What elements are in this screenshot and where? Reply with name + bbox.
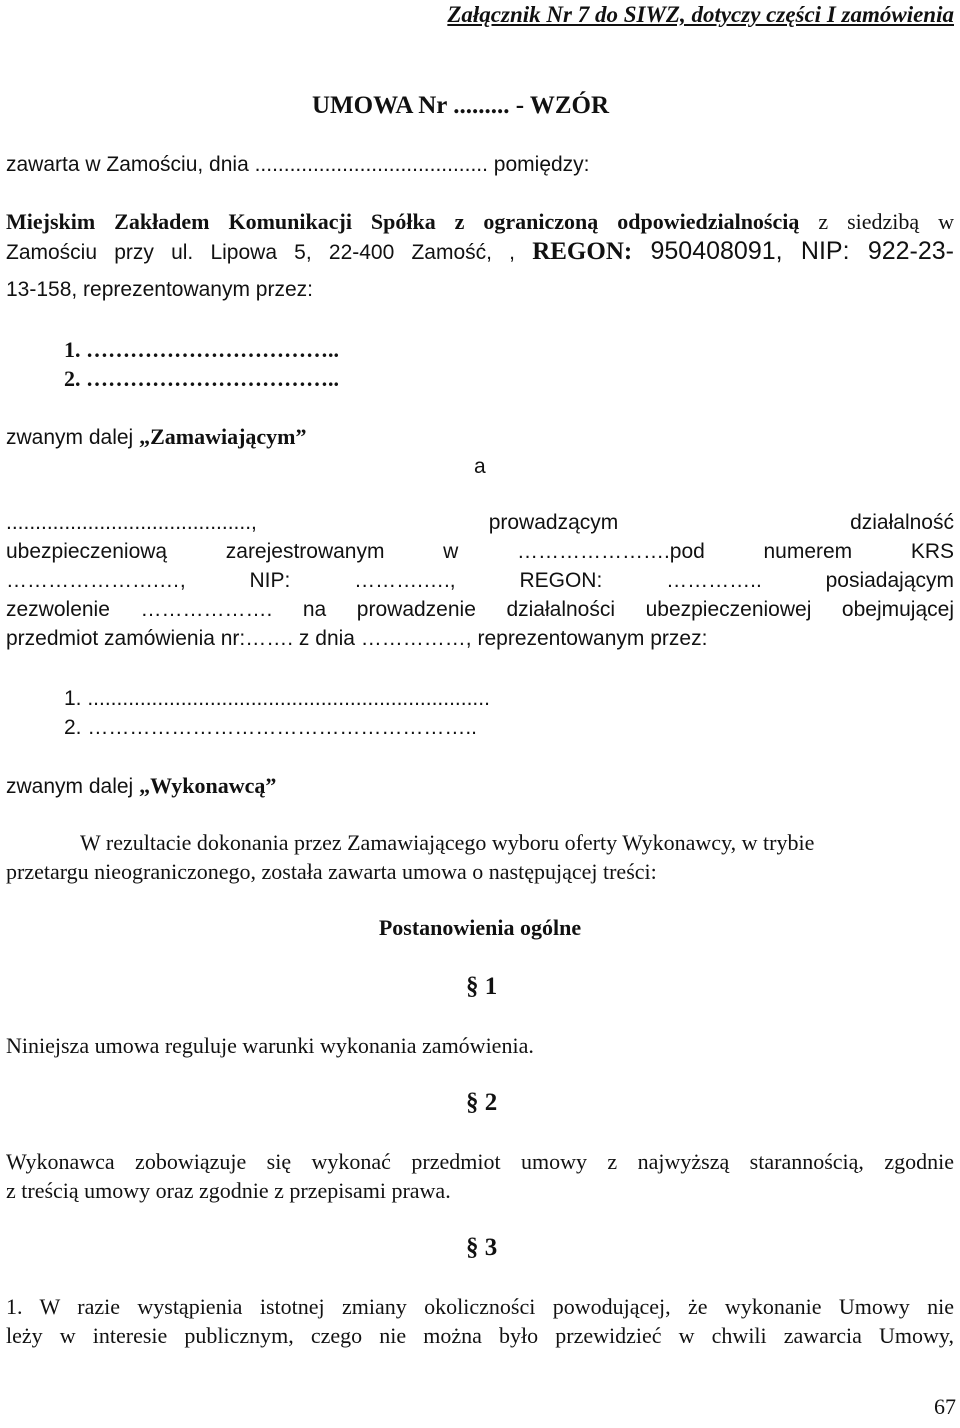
section-1-text: Niniejsza umowa reguluje warunki wykonania zamówienia. — [6, 1033, 534, 1058]
employer-line-2: Zamościu przy ul. Lipowa 5, 22-400 Zamość, , REGON: 950408091, NIP: 922-23- — [6, 237, 954, 265]
paragraph-symbol-icon: § — [466, 1234, 479, 1261]
contractor-called-name: „Wykonawcą” — [139, 773, 277, 798]
contract-title: UMOWA Nr ......... - WZÓR — [312, 92, 609, 119]
regon-label: REGON: — [532, 238, 633, 265]
employer-name: Miejskim Zakładem Komunikacji Spółka z ograniczoną odpowiedzialnością — [6, 209, 800, 234]
contractor-line-1: .........................................., prowadzącym działalność — [6, 511, 954, 534]
attachment-note: Załącznik Nr 7 do SIWZ, dotyczy części I zamówienia — [447, 2, 954, 27]
section-1-heading: § 1 — [466, 973, 498, 1000]
and-word: a — [474, 455, 486, 478]
regon-value: 950408091, — [632, 237, 801, 265]
section-3-line-2: leży w interesie publicznym, czego nie można było przewidzieć w chwili zawarcia Umowy, — [6, 1323, 954, 1348]
contractor-line-4: zezwolenie ………………. na prowadzenie działalności ubezpieczeniowej obejmującej — [6, 598, 954, 621]
result-line-1: W rezultacie dokonania przez Zamawiającego wyboru oferty Wykonawcy, w trybie — [80, 830, 815, 855]
contractor-line-3: ………………….…, NIP: ……….…., REGON: ………….. posiadającym — [6, 569, 954, 592]
employer-line-3: 13-158, reprezentowanym przez: — [6, 278, 313, 301]
section-2-line-2: z treścią umowy oraz zgodnie z przepisami prawa. — [6, 1178, 451, 1203]
section-2-line-1: Wykonawca zobowiązuje się wykonać przedmiot umowy z najwyższą starannością, zgodnie — [6, 1149, 954, 1174]
concluded-line: zawarta w Zamościu, dnia ........................................ pomiędzy: — [6, 153, 590, 176]
page-number: 67 — [934, 1394, 956, 1419]
paragraph-symbol-icon: § — [466, 1089, 479, 1116]
contractor-line-2: ubezpieczeniową zarejestrowanym w ………………….pod numerem KRS — [6, 540, 954, 563]
employer-called-name: „Zamawiającym” — [139, 424, 307, 449]
employer-called: zwanym dalej „Zamawiającym” — [6, 424, 307, 449]
employer-line-1 — [6, 207, 954, 236]
nip-label: NIP: — [800, 237, 850, 265]
contractor-called: zwanym dalej „Wykonawcą” — [6, 773, 277, 798]
general-provisions-heading: Postanowienia ogólne — [378, 915, 582, 940]
employer-seat: z siedzibą w — [799, 209, 955, 234]
paragraph-symbol-icon: § — [466, 973, 479, 1000]
contractor-line-5: przedmiot zamówienia nr:……. z dnia ……………, reprezentowanym przez: — [6, 627, 708, 650]
employer-rep-2: 2. …………………………….. — [64, 366, 339, 391]
result-line-2: przetargu nieograniczonego, została zawarta umowa o następującej treści: — [6, 859, 657, 884]
nip-value: 922-23- — [849, 237, 954, 265]
section-2-heading: § 2 — [466, 1089, 498, 1116]
section-3-heading: § 3 — [466, 1234, 498, 1261]
contractor-rep-1: 1. ..................................................................... — [64, 687, 490, 710]
contractor-rep-2: 2. ……………………………………………….. — [64, 716, 478, 739]
section-3-line-1: 1. W razie wystąpienia istotnej zmiany okoliczności powodującej, że wykonanie Umowy nie — [6, 1294, 954, 1319]
employer-rep-1: 1. …………………………….. — [64, 337, 339, 362]
